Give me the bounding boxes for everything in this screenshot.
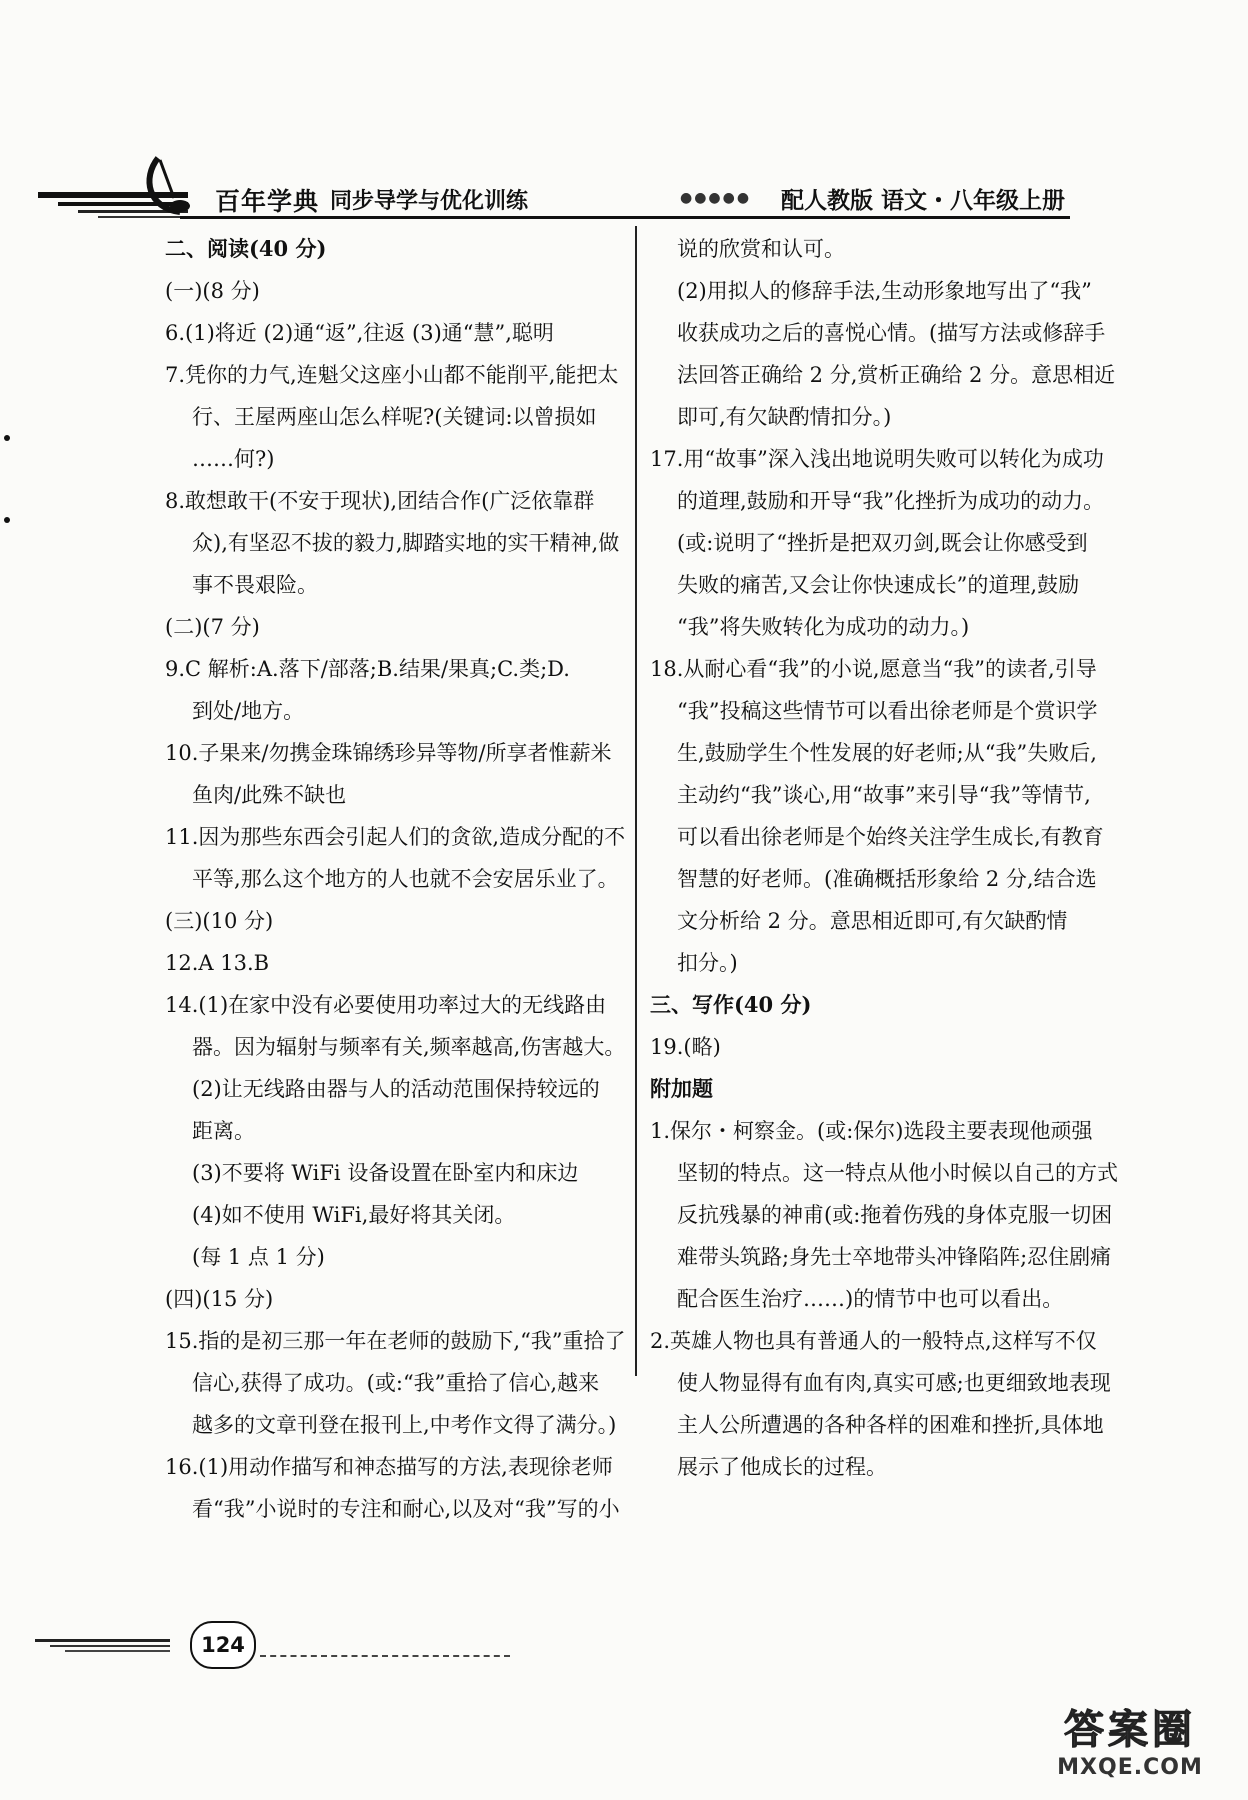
answer-line: (四)(15 分) [165, 1287, 274, 1311]
section-heading: 三、写作(40 分) [650, 992, 812, 1017]
answer-line: 16.(1)用动作描写和神态描写的方法,表现徐老师 [165, 1455, 613, 1479]
answer-line: 说的欣赏和认可。 [677, 237, 845, 261]
answer-line: 收获成功之后的喜悦心情。(描写方法或修辞手 [677, 321, 1106, 345]
answer-line: 到处/地方。 [192, 699, 305, 723]
brand-title: 百年学典 [215, 187, 320, 216]
answer-line: 8.敢想敢干(不安于现状),团结合作(广泛依靠群 [165, 489, 595, 513]
answer-line: 文分析给 2 分。意思相近即可,有欠缺酌情 [677, 909, 1068, 933]
section-heading: 二、阅读(40 分) [165, 236, 327, 261]
edition-label: 配人教版 语文・八年级上册 [780, 187, 1065, 214]
answer-line: “我”投稿这些情节可以看出徐老师是个赏识学 [677, 699, 1098, 723]
answer-line: 9.C 解析:A.落下/部落;B.结果/果真;C.类;D. [165, 657, 570, 681]
answer-line: 行、王屋两座山怎么样呢?(关键词:以曾损如 [192, 405, 597, 429]
answer-line: 17.用“故事”深入浅出地说明失败可以转化为成功 [650, 447, 1104, 471]
answer-line: 主人公所遭遇的各种各样的困难和挫折,具体地 [677, 1413, 1104, 1437]
watermark-logo [1030, 1698, 1230, 1788]
answer-line: (或:说明了“挫折是把双刃剑,既会让你感受到 [677, 531, 1088, 555]
answer-line: ……何?) [192, 447, 275, 471]
page-header [30, 140, 1110, 220]
column-divider [635, 226, 637, 1376]
answer-line: 信心,获得了成功。(或:“我”重拾了信心,越来 [192, 1371, 600, 1395]
answer-line: 失败的痛苦,又会让你快速成长”的道理,鼓励 [677, 573, 1080, 597]
answer-line: 11.因为那些东西会引起人们的贪欲,造成分配的不 [165, 825, 626, 849]
answer-line: (4)如不使用 WiFi,最好将其关闭。 [192, 1203, 516, 1227]
book-subtitle: 同步导学与优化训练 [330, 188, 529, 214]
answer-line: 即可,有欠缺酌情扣分。) [677, 405, 892, 429]
answer-line: 器。因为辐射与频率有关,频率越高,伤害越大。 [192, 1035, 626, 1059]
answer-line: “我”将失败转化为成功的动力。) [677, 615, 970, 639]
answer-line: 坚韧的特点。这一特点从他小时候以自己的方式 [677, 1161, 1118, 1185]
answer-line: 智慧的好老师。(准确概括形象给 2 分,结合选 [677, 867, 1097, 891]
answer-line: 使人物显得有血有肉,真实可感;也更细致地表现 [677, 1371, 1111, 1395]
answer-line: (2)让无线路由器与人的活动范围保持较远的 [192, 1077, 600, 1101]
footer-dashed-line [260, 1655, 510, 1657]
answer-line: 7.凭你的力气,连魁父这座小山都不能削平,能把太 [165, 363, 619, 387]
answer-line: 19.(略) [650, 1035, 721, 1059]
answer-line: 主动约“我”谈心,用“故事”来引导“我”等情节, [677, 783, 1091, 807]
quill-logo-icon [140, 148, 210, 218]
answer-line: (一)(8 分) [165, 279, 260, 303]
answer-line: 平等,那么这个地方的人也就不会安居乐业了。 [192, 867, 619, 891]
page-number: 124 [190, 1621, 256, 1669]
watermark-url: MXQE.COM [1057, 1755, 1203, 1780]
answer-line: 众),有坚忍不拔的毅力,脚踏实地的实干精神,做 [192, 531, 620, 555]
answer-line: 越多的文章刊登在报刊上,中考作文得了满分。) [192, 1413, 617, 1437]
answer-line: (3)不要将 WiFi 设备设置在卧室内和床边 [192, 1161, 579, 1185]
answer-line: 18.从耐心看“我”的小说,愿意当“我”的读者,引导 [650, 657, 1097, 681]
answer-line: 生,鼓励学生个性发展的好老师;从“我”失败后, [677, 741, 1097, 765]
answer-line: 12.A 13.B [165, 951, 270, 975]
page-footer [35, 1615, 515, 1675]
answer-line: 10.子果来/勿携金珠锦绣珍异等物/所享者惟薪米 [165, 741, 612, 765]
answer-line: (2)用拟人的修辞手法,生动形象地写出了“我” [677, 279, 1092, 303]
answer-line: 鱼肉/此殊不缺也 [192, 783, 347, 807]
header-rule [180, 216, 1070, 219]
answer-line: 1.保尔・柯察金。(或:保尔)选段主要表现他顽强 [650, 1119, 1093, 1143]
answer-line: 法回答正确给 2 分,赏析正确给 2 分。意思相近 [677, 363, 1116, 387]
answer-line: 可以看出徐老师是个始终关注学生成长,有教育 [677, 825, 1104, 849]
footer-speed-lines [35, 1637, 170, 1657]
section-heading: 附加题 [650, 1076, 713, 1101]
answer-line: 事不畏艰险。 [192, 573, 318, 597]
answer-line: 展示了他成长的过程。 [677, 1455, 887, 1479]
answer-line: (每 1 点 1 分) [192, 1245, 325, 1269]
answer-column-right [650, 228, 1118, 1488]
scan-edge-marks [2, 430, 12, 530]
answer-line: 难带头筑路;身先士卒地带头冲锋陷阵;忍住剧痛 [677, 1245, 1112, 1269]
header-dots: ●●●●● [680, 190, 752, 206]
watermark-title: 答案圈 [1064, 1707, 1196, 1753]
answer-line: 14.(1)在家中没有必要使用功率过大的无线路由 [165, 993, 607, 1017]
answer-line: 6.(1)将近 (2)通“返”,往返 (3)通“慧”,聪明 [165, 321, 554, 345]
answer-line: 反抗残暴的神甫(或:拖着伤残的身体克服一切困 [677, 1203, 1113, 1227]
answer-line: 配合医生治疗……)的情节中也可以看出。 [677, 1287, 1064, 1311]
answer-line: 看“我”小说时的专注和耐心,以及对“我”写的小 [192, 1497, 620, 1521]
answer-line: 2.英雄人物也具有普通人的一般特点,这样写不仅 [650, 1329, 1097, 1353]
answer-line: 的道理,鼓励和开导“我”化挫折为成功的动力。 [677, 489, 1105, 513]
answer-column-left [165, 228, 635, 1530]
answer-line: 15.指的是初三那一年在老师的鼓励下,“我”重拾了 [165, 1329, 626, 1353]
answer-line: 距离。 [192, 1119, 255, 1143]
answer-line: (二)(7 分) [165, 615, 260, 639]
answer-line: 扣分。) [677, 951, 738, 975]
answer-line: (三)(10 分) [165, 909, 274, 933]
